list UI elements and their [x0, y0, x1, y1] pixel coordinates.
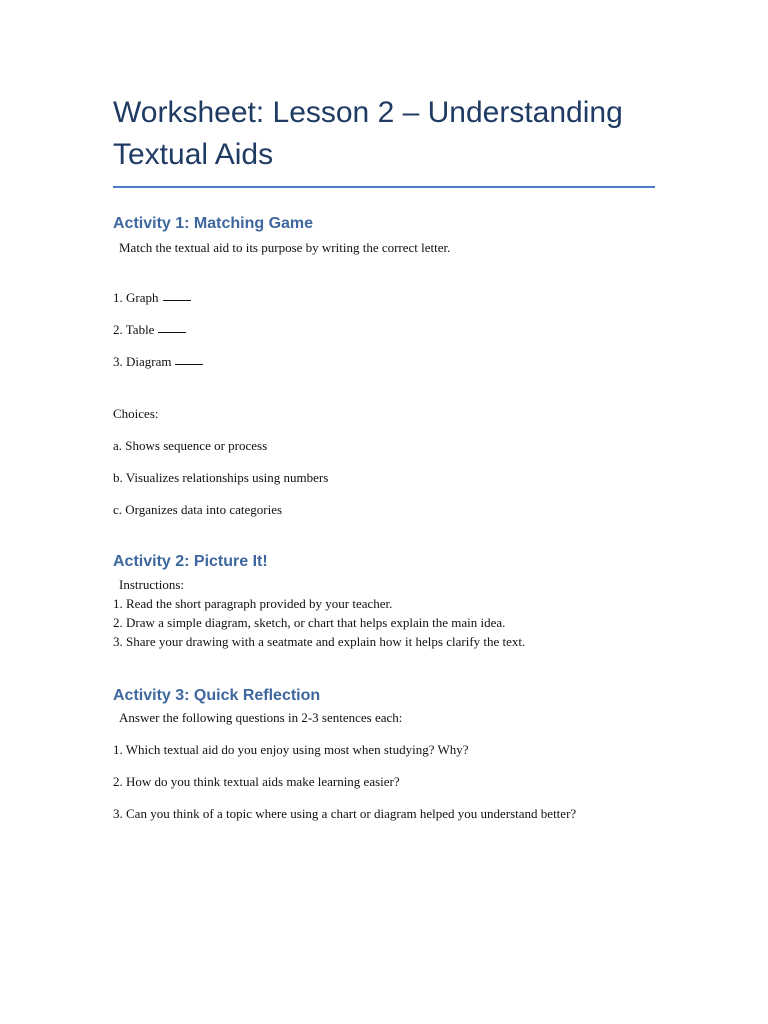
activity-3-instruction: Answer the following questions in 2-3 sentences each: — [119, 710, 403, 725]
matching-item-label: 3. Diagram — [113, 354, 172, 369]
choice-c: c. Organizes data into categories — [113, 502, 283, 517]
matching-item-diagram — [113, 354, 203, 370]
answer-blank — [163, 300, 191, 301]
activity-1-section — [113, 214, 655, 517]
choice-a: a. Shows sequence or process — [113, 438, 268, 453]
choice-b: b. Visualizes relationships using numbers — [113, 470, 329, 485]
reflection-question: 1. Which textual aid do you enjoy using most when studying? Why? — [113, 742, 469, 757]
activity-2-heading: Activity 2: Picture It! — [113, 553, 268, 570]
activity-2-step: 3. Share your drawing with a seatmate and explain how it helps clarify the text. — [113, 634, 526, 649]
activity-3-heading: Activity 3: Quick Reflection — [113, 687, 321, 704]
answer-blank — [175, 364, 203, 365]
title-divider — [113, 186, 655, 188]
title-line-1: Worksheet: Lesson 2 – Understanding — [113, 96, 623, 129]
activity-3-section — [113, 686, 655, 821]
activity-2-step: 1. Read the short paragraph provided by your teacher. — [113, 596, 393, 611]
title-line-2: Textual Aids — [113, 138, 274, 171]
answer-blank — [158, 332, 186, 333]
reflection-question: 2. How do you think textual aids make learning easier? — [113, 774, 400, 789]
activity-2-step: 2. Draw a simple diagram, sketch, or chart that helps explain the main idea. — [113, 615, 506, 630]
matching-item-label: 1. Graph — [113, 290, 159, 305]
page-title — [113, 92, 655, 176]
activity-2-section — [113, 552, 655, 649]
worksheet-page — [113, 92, 655, 821]
matching-item-table — [113, 322, 186, 338]
activity-2-instructions-label: Instructions: — [119, 577, 184, 592]
matching-item-label: 2. Table — [113, 322, 155, 337]
activity-1-heading: Activity 1: Matching Game — [113, 215, 314, 232]
matching-item-graph — [113, 290, 191, 306]
activity-1-instruction: Match the textual aid to its purpose by writing the correct letter. — [119, 240, 451, 255]
reflection-question: 3. Can you think of a topic where using a chart or diagram helped you understand better? — [113, 806, 577, 821]
choices-label: Choices: — [113, 406, 159, 421]
